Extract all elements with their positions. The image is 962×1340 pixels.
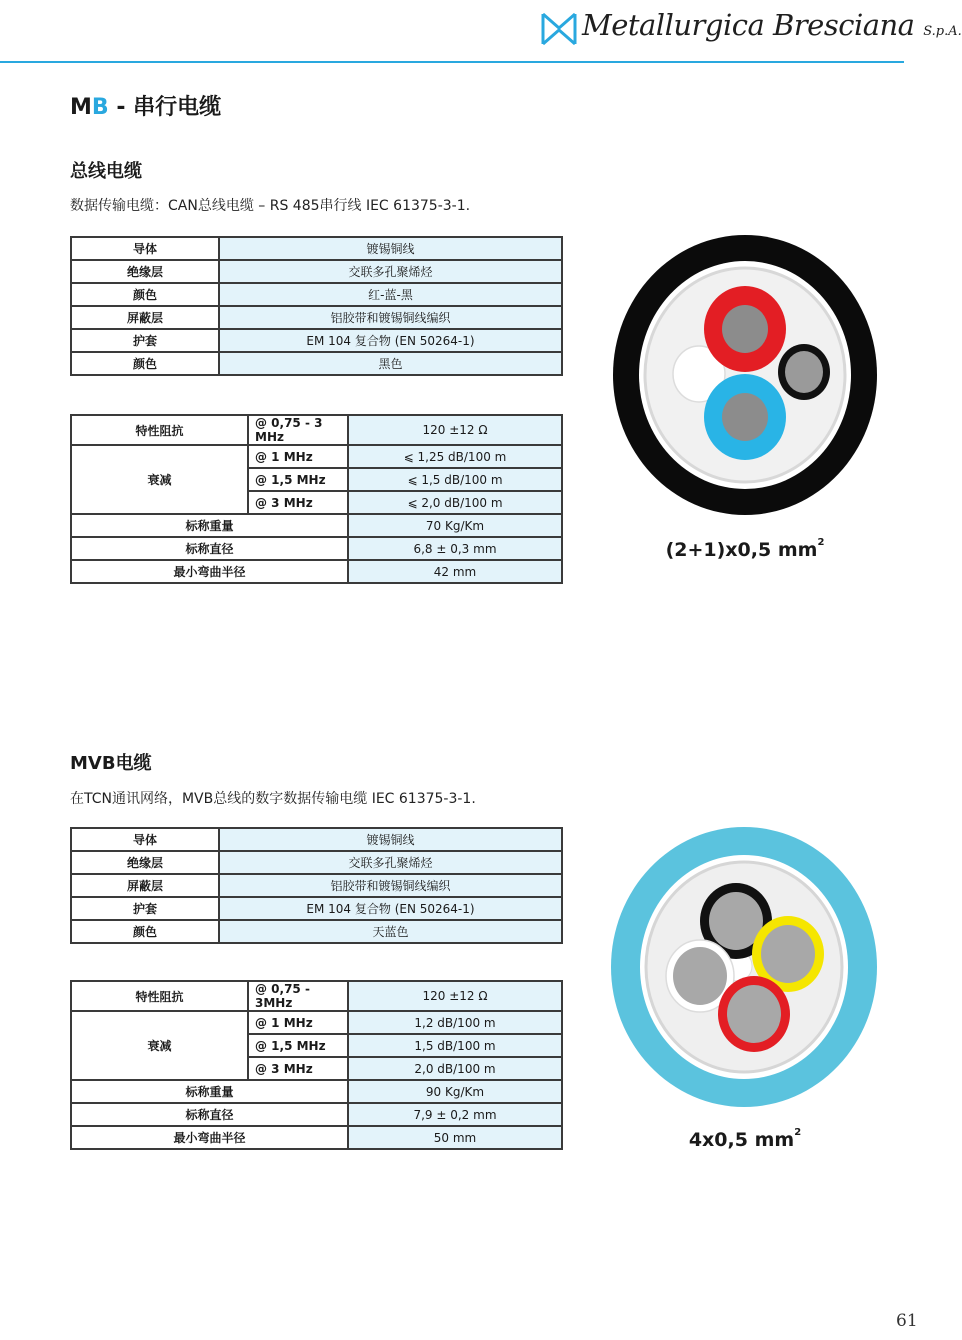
table-row xyxy=(71,537,562,560)
construction-table xyxy=(70,827,563,944)
impedance-frequency: @ 0,75 - 3MHz xyxy=(248,981,348,1011)
attenuation-value: 2,0 dB/100 m xyxy=(348,1057,562,1080)
attenuation-value: ⩽ 1,25 dB/100 m xyxy=(348,445,562,468)
spec-value: 天蓝色 xyxy=(219,920,562,943)
header-rule xyxy=(0,61,904,63)
spec-value: 42 mm xyxy=(348,560,562,583)
spec-label: 导体 xyxy=(71,828,219,851)
spec-label: 标称直径 xyxy=(71,1103,348,1126)
attenuation-frequency: @ 1 MHz xyxy=(248,445,348,468)
spec-label: 颜色 xyxy=(71,920,219,943)
attenuation-frequency: @ 3 MHz xyxy=(248,1057,348,1080)
spec-value: 铝胶带和镀锡铜线编织 xyxy=(219,874,562,897)
spec-value: 70 Kg/Km xyxy=(348,514,562,537)
impedance-value: 120 ±12 Ω xyxy=(348,415,562,445)
impedance-label: 特性阻抗 xyxy=(71,981,248,1011)
spec-value: 6,8 ± 0,3 mm xyxy=(348,537,562,560)
attenuation-value: ⩽ 2,0 dB/100 m xyxy=(348,491,562,514)
table-row xyxy=(71,828,562,851)
attenuation-frequency: @ 1,5 MHz xyxy=(248,1034,348,1057)
spec-label: 绝缘层 xyxy=(71,260,219,283)
spec-value: 铝胶带和镀锡铜线编织 xyxy=(219,306,562,329)
table-row xyxy=(71,352,562,375)
spec-label: 导体 xyxy=(71,237,219,260)
table-row xyxy=(71,560,562,583)
section-description: 数据传输电缆：CAN总线电缆 – RS 485串行线 IEC 61375-3-1. xyxy=(70,198,471,214)
table-row xyxy=(71,415,562,445)
attenuation-value: 1,2 dB/100 m xyxy=(348,1011,562,1034)
table-row xyxy=(71,874,562,897)
table-row xyxy=(71,1080,562,1103)
spec-label: 护套 xyxy=(71,329,219,352)
cable-cross-section-image xyxy=(612,234,878,516)
page-number: 61 xyxy=(896,1311,918,1331)
table-row xyxy=(71,851,562,874)
logo-icon xyxy=(541,12,577,46)
cable-size-label: 4x0,5 $mm^2$ xyxy=(688,1127,802,1151)
spec-label: 标称重量 xyxy=(71,514,348,537)
spec-value: 交联多孔聚烯烃 xyxy=(219,260,562,283)
table-row xyxy=(71,329,562,352)
spec-value: 50 mm xyxy=(348,1126,562,1149)
attenuation-frequency: @ 3 MHz xyxy=(248,491,348,514)
spec-value: 黑色 xyxy=(219,352,562,375)
spec-value: EM 104 复合物 (EN 50264-1) xyxy=(219,329,562,352)
cable-cross-section-image xyxy=(610,826,878,1108)
section-title: MVB电缆 xyxy=(70,753,152,774)
table-row xyxy=(71,283,562,306)
spec-value: 镀锡铜线 xyxy=(219,828,562,851)
spec-label: 护套 xyxy=(71,897,219,920)
spec-label: 最小弯曲半径 xyxy=(71,560,348,583)
brand-suffix: S.p.A. xyxy=(923,24,962,39)
page-title: MB - 串行电缆 xyxy=(70,95,222,120)
impedance-frequency: @ 0,75 - 3 MHz xyxy=(248,415,348,445)
electrical-table xyxy=(70,980,563,1150)
spec-value: 镀锡铜线 xyxy=(219,237,562,260)
attenuation-frequency: @ 1 MHz xyxy=(248,1011,348,1034)
table-row xyxy=(71,306,562,329)
attenuation-value: 1,5 dB/100 m xyxy=(348,1034,562,1057)
spec-label: 屏蔽层 xyxy=(71,874,219,897)
table-row xyxy=(71,981,562,1011)
impedance-value: 120 ±12 Ω xyxy=(348,981,562,1011)
table-row xyxy=(71,514,562,537)
spec-label: 屏蔽层 xyxy=(71,306,219,329)
attenuation-label: 衰减 xyxy=(71,445,248,514)
spec-value: 7,9 ± 0,2 mm xyxy=(348,1103,562,1126)
spec-value: 90 Kg/Km xyxy=(348,1080,562,1103)
cable-size-label: (2+1)x0,5 $mm^2$ xyxy=(665,537,825,561)
table-row xyxy=(71,1126,562,1149)
table-row xyxy=(71,445,562,468)
spec-label: 颜色 xyxy=(71,352,219,375)
impedance-label: 特性阻抗 xyxy=(71,415,248,445)
table-row xyxy=(71,1011,562,1034)
attenuation-label: 衰减 xyxy=(71,1011,248,1080)
spec-value: 交联多孔聚烯烃 xyxy=(219,851,562,874)
attenuation-value: ⩽ 1,5 dB/100 m xyxy=(348,468,562,491)
attenuation-frequency: @ 1,5 MHz xyxy=(248,468,348,491)
electrical-table xyxy=(70,414,563,584)
table-row xyxy=(71,897,562,920)
table-row xyxy=(71,260,562,283)
table-row xyxy=(71,237,562,260)
section-title: 总线电缆 xyxy=(70,161,142,182)
table-row xyxy=(71,920,562,943)
spec-value: 红-蓝-黑 xyxy=(219,283,562,306)
spec-value: EM 104 复合物 (EN 50264-1) xyxy=(219,897,562,920)
section-description: 在TCN通讯网络，MVB总线的数字数据传输电缆 IEC 61375-3-1. xyxy=(70,791,476,807)
spec-label: 颜色 xyxy=(71,283,219,306)
spec-label: 标称重量 xyxy=(71,1080,348,1103)
construction-table xyxy=(70,236,563,376)
spec-label: 绝缘层 xyxy=(71,851,219,874)
spec-label: 标称直径 xyxy=(71,537,348,560)
brand-name: Metallurgica Bresciana S.p.A. xyxy=(582,8,962,42)
table-row xyxy=(71,1103,562,1126)
spec-label: 最小弯曲半径 xyxy=(71,1126,348,1149)
